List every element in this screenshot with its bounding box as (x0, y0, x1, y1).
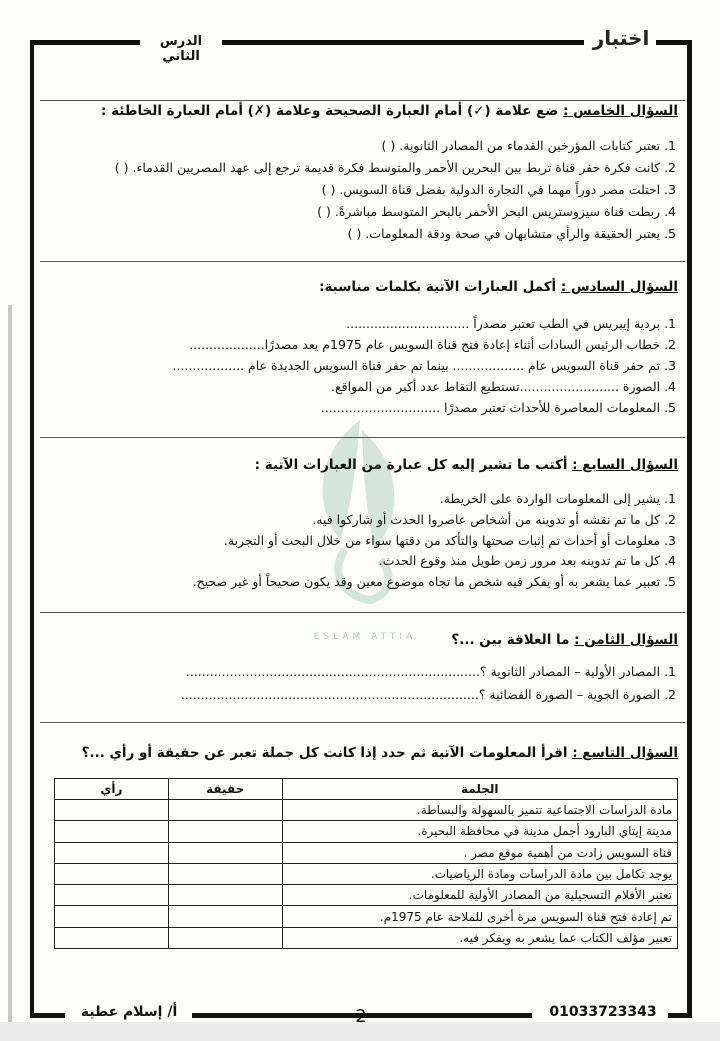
frame-border-top (30, 40, 140, 45)
opinion-cell (55, 885, 169, 906)
question-label: السؤال التاسع : (572, 745, 678, 761)
fact-cell (168, 927, 282, 948)
question-7-title (58, 457, 678, 473)
list-item: 5. يعتبر الحقيقة والرأي متشابهان في صحة ودقة المعلومات. ( ) (347, 226, 676, 241)
list-item: 2. خطاب الرئيس السادات أثناء إعادة فتح قناة السويس عام 1975م يعد مصدرًا................... (189, 337, 676, 352)
opinion-cell (55, 800, 169, 821)
sentence-cell: قناة السويس زادت من أهمية موقع مصر . (282, 842, 677, 863)
opinion-cell (55, 821, 169, 842)
list-item: 1. تعتبر كتابات المؤرخين القدماء من المصادر الثانوية. ( ) (381, 138, 676, 153)
question-label: السؤال السادس : (560, 279, 678, 295)
frame-border-top (222, 40, 584, 45)
phone-number: 01033723343 (549, 1004, 657, 1020)
sentence-cell: يوجد تكامل بين مادة الدراسات ومادة الرياضيات. (282, 863, 677, 884)
opinion-cell (55, 906, 169, 927)
question-label: السؤال السابع : (572, 457, 678, 473)
list-item: 2. كل ما تم نقشه أو تدوينه من أشخاص عاصروا الحدث أو شاركوا فيه. (312, 512, 676, 527)
section-divider (40, 100, 685, 101)
question-text: أكتب ما تشير إليه كل عبارة من العبارات الآتية : (254, 457, 568, 473)
list-item: 3. تم حفر قناة السويس عام .................. بينما تم حفر قناة السويس الجديدة عام .................. (172, 358, 676, 373)
question-text: ضع علامة (✓) أمام العبارة الصحيحة وعلامة (✗) أمام العبارة الخاطئة : (100, 103, 559, 119)
table-row (55, 885, 678, 906)
opinion-cell (55, 863, 169, 884)
question-8-title (58, 632, 678, 648)
fact-cell (168, 885, 282, 906)
opinion-cell (55, 842, 169, 863)
question-5-title (58, 103, 678, 119)
table-row (55, 821, 678, 842)
fact-opinion-table (54, 778, 678, 949)
frame-border-bottom (30, 1013, 65, 1018)
fact-cell (168, 842, 282, 863)
frame-border-right (687, 40, 692, 1015)
question-6-title (58, 279, 678, 295)
list-item: 3. احتلت مصر دوراً مهما في التجارة الدولية بفضل قناة السويس. ( ) (321, 182, 676, 197)
fact-cell (168, 906, 282, 927)
fact-cell (168, 821, 282, 842)
section-divider (40, 612, 685, 613)
table-header-row (55, 779, 678, 800)
list-item: 4. ربطت قناة سيزوستريس البحر الأحمر بالبحر المتوسط مباشرةً. ( ) (317, 204, 676, 219)
question-label: السؤال الثامن : (574, 632, 678, 648)
opinion-cell (55, 927, 169, 948)
watermark-text: ESLAM ATTIA (313, 632, 417, 642)
list-item: 4. كل ما تم تدوينه بعد مرور زمن طويل منذ وقوع الحدث. (378, 553, 676, 568)
list-item: 4. الصورة .........................تستطيع التقاط عدد أكبر من المواقع. (331, 379, 676, 394)
question-text: أكمل العبارات الآتية بكلمات مناسبة: (319, 279, 557, 295)
sentence-cell: مدينة إيتاي البارود أجمل مدينة في محافظة البحيرة. (282, 821, 677, 842)
question-text: اقرأ المعلومات الآتية ثم حدد إذا كانت كل جملة تعبر عن حقيقة أو رأي ...؟ (81, 745, 568, 761)
list-item: 1. بردية إيبريس في الطب تعتبر مصدراً ............................... (346, 316, 676, 331)
sentence-cell: تعبير مؤلف الكتاب عما يشعر به ويفكر فيه. (282, 927, 677, 948)
table-row (55, 800, 678, 821)
fact-cell (168, 800, 282, 821)
page-number: 2 (355, 1006, 367, 1027)
column-header-sentence: الجلمة (282, 779, 677, 800)
scan-edge (8, 305, 12, 1030)
question-text: ما العلاقة بين ...؟ (451, 632, 570, 648)
table-row (55, 927, 678, 948)
section-divider (40, 437, 685, 438)
list-item: 5. المعلومات المعاصرة للأحداث تعتبر مصدرًا .............................. (320, 400, 676, 415)
table-row (55, 906, 678, 927)
table-row (55, 863, 678, 884)
list-item: 3. معلومات أو أحداث تم إثبات صحتها والتأكد من دقتها سواء من خلال البحث أو التجربة. (223, 533, 676, 548)
exam-title: اختبار (592, 26, 650, 50)
frame-border-bottom (668, 1013, 692, 1018)
lesson-label: الدرس الثاني (159, 34, 203, 64)
column-header-fact: حقيقة (168, 779, 282, 800)
sentence-cell: تعتبر الأفلام التسجيلية من المصادر الأولية للمعلومات. (282, 885, 677, 906)
table-row (55, 842, 678, 863)
list-item: 2. كانت فكرة حفر قناة تربط بين البحرين الأحمر والمتوسط فكرة قديمة ترجع إلى عهد المصريين القدماء. ( ) (114, 160, 676, 175)
list-item: 2. الصورة الجوية – الصورة الفضائية ؟........................................................................... (180, 687, 676, 702)
question-label: السؤال الخامس : (563, 103, 678, 119)
sentence-cell: مادة الدراسات الاجتماعية تتميز بالسهولة والبساطة. (282, 800, 677, 821)
list-item: 1. يشير إلى المعلومات الواردة على الخريطة. (439, 491, 676, 506)
sentence-cell: تم إعادة فتح قناة السويس مرة أخرى للملاحة عام 1975م. (282, 906, 677, 927)
section-divider (40, 261, 685, 262)
fact-cell (168, 863, 282, 884)
question-9-title (58, 745, 678, 761)
author-name: أ/ إسلام عطية (80, 1004, 178, 1020)
section-divider (40, 722, 685, 723)
list-item: 5. تعبير عما يشعر به أو يفكر فيه شخص ما تجاه موضوع معين وقد يكون صحيحاً أو غير صحيح. (192, 574, 676, 589)
frame-border-left (30, 40, 34, 1015)
column-header-opinion: رأي (55, 779, 169, 800)
list-item: 1. المصادر الأولية – المصادر الثانوية ؟.......................................................................... (185, 664, 676, 679)
frame-border-top (656, 40, 692, 45)
